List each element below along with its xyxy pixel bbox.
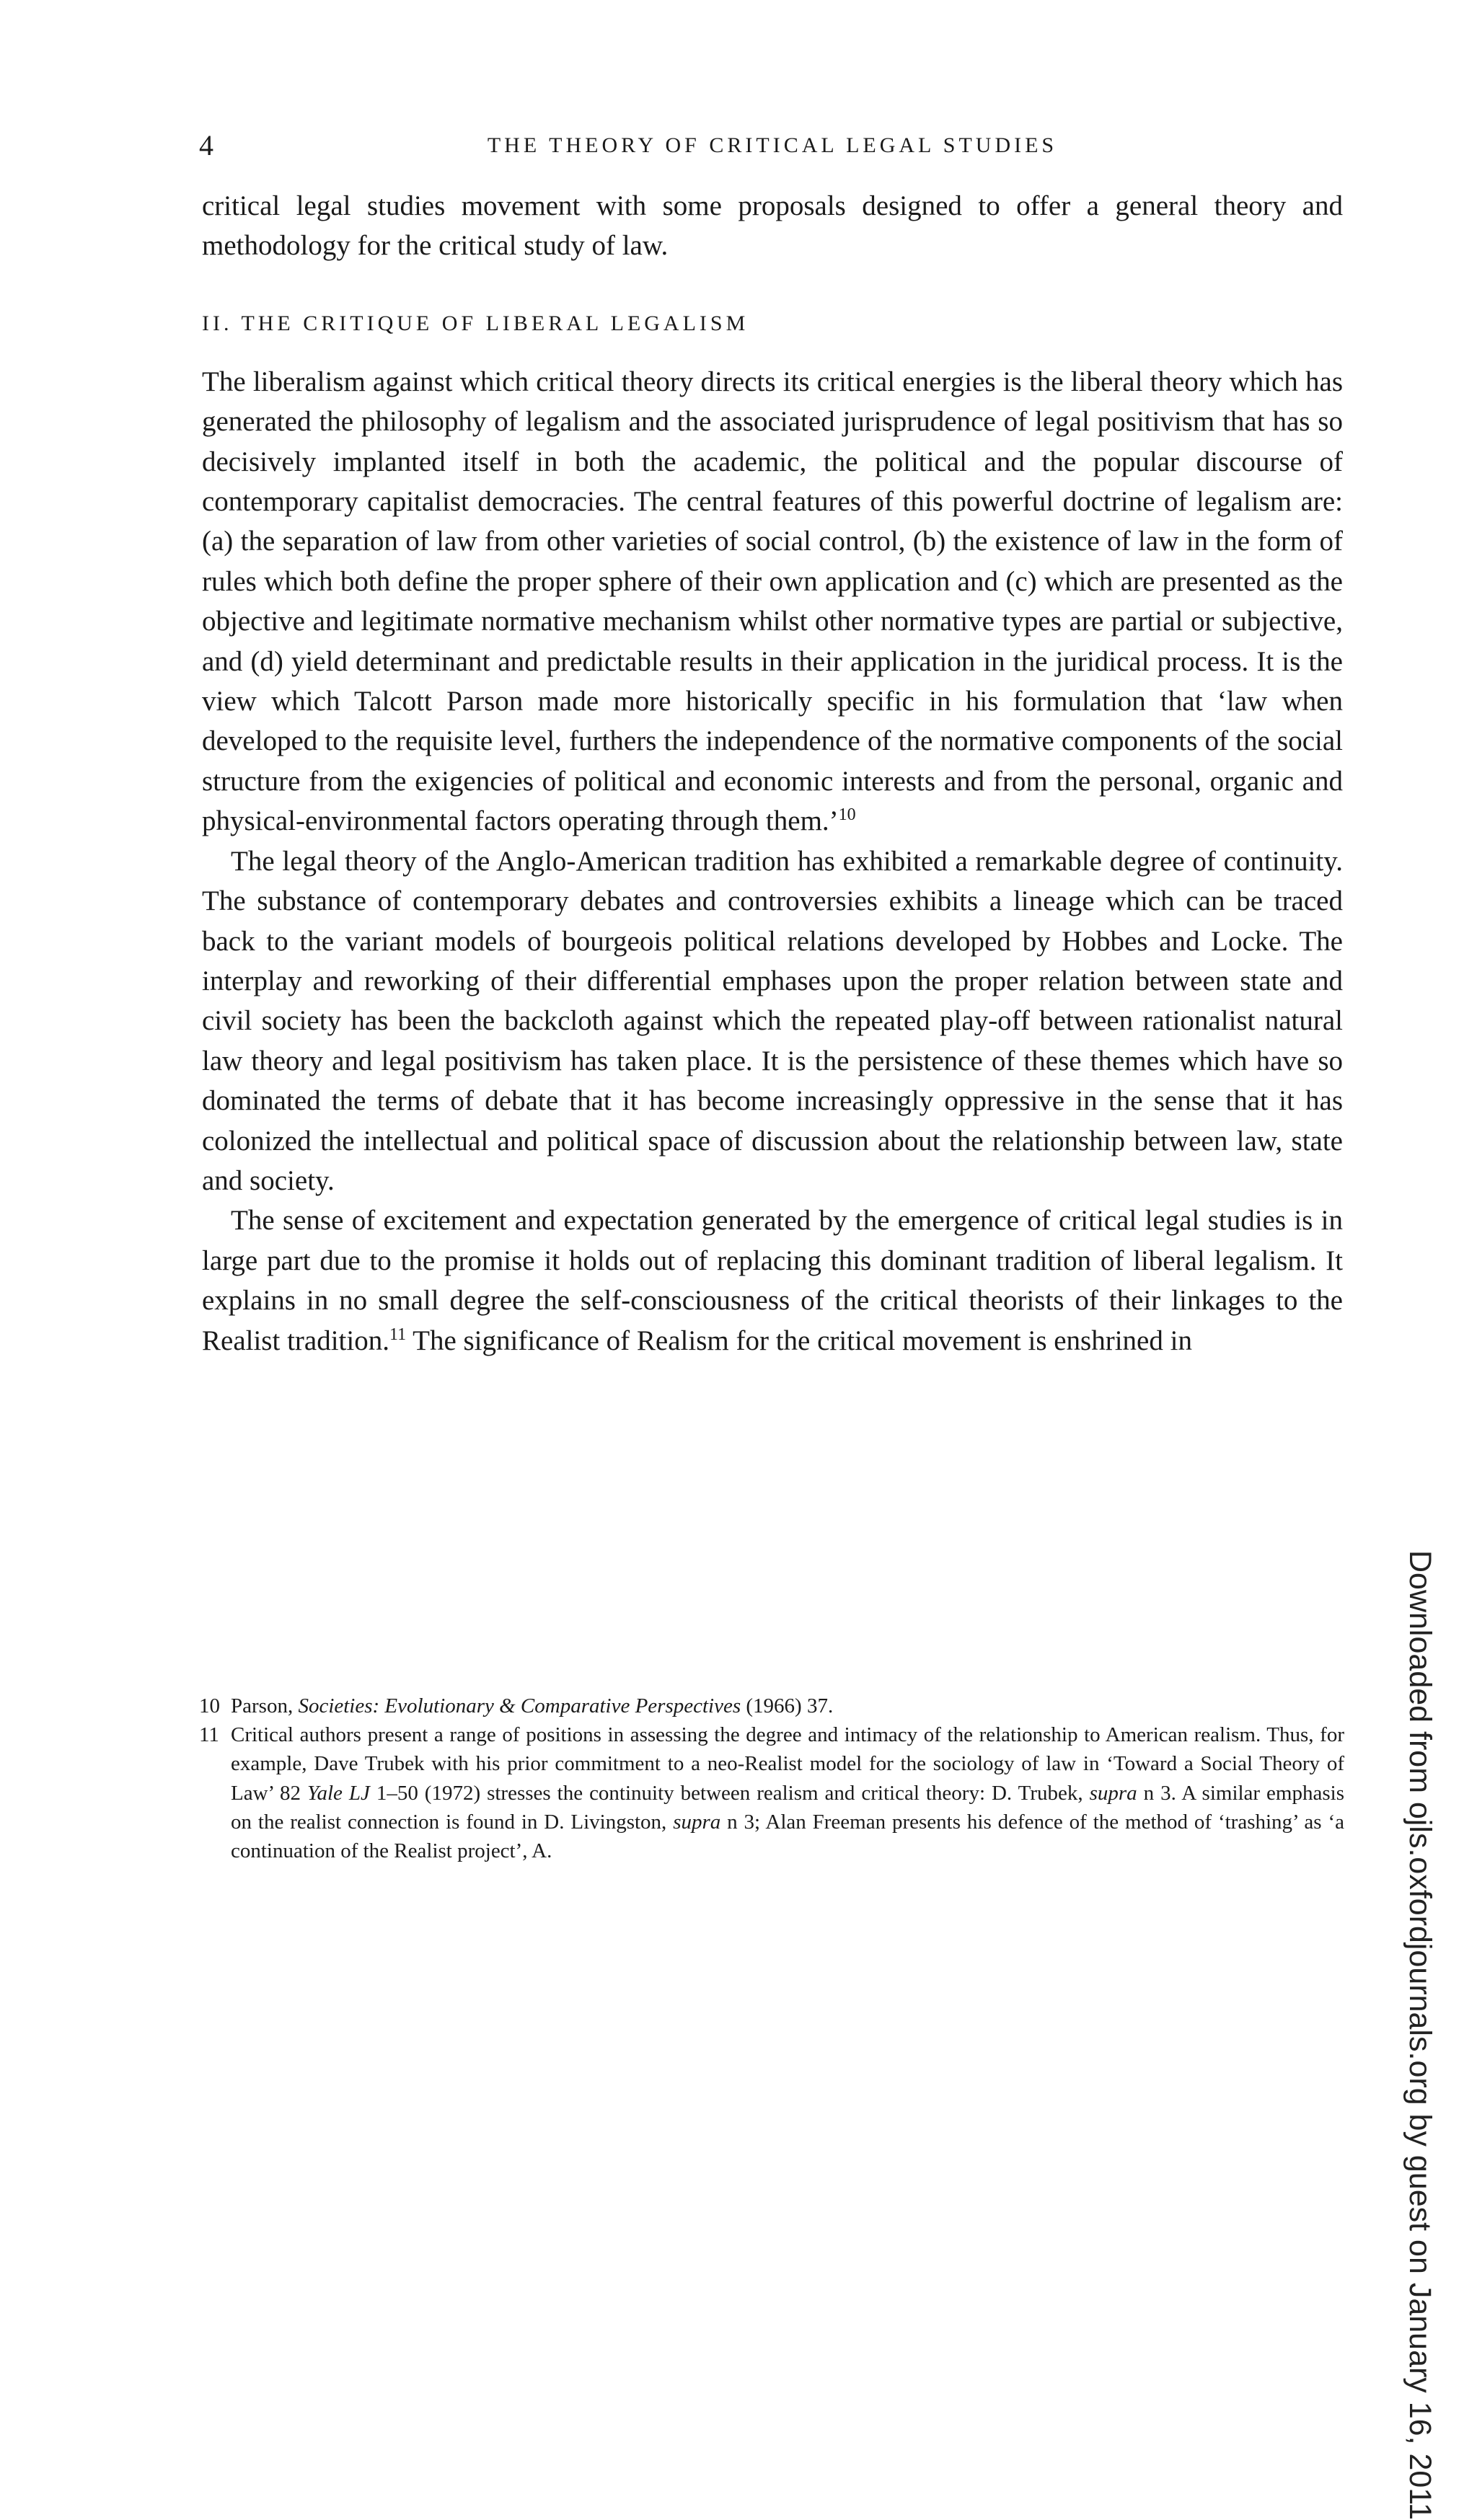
intro-paragraph: critical legal studies movement with some proposals designed to offer a general theory and methodology for the critical study of law. (202, 190, 1343, 262)
footnote-number: 10 (199, 1694, 220, 1717)
footnote-book-title: Societies: Evolutionary & Comparative Perspectives (298, 1694, 741, 1717)
paragraph-liberalism (202, 362, 1343, 841)
paragraph-excitement (202, 1201, 1343, 1361)
paragraph-excitement-text-a: The sense of excitement and expectation generated by the emergence of critical legal studies is in large part due to the promise it holds out of replacing this dominant tradition of liberal legalism. It explains in no small degree the self-consciousness of the critical theorists of their linkages to the Realist tradition. (202, 1205, 1343, 1356)
footnote-ref-10[interactable]: 10 (838, 805, 856, 825)
footnote-citation: (1966) 37. (741, 1694, 834, 1717)
paragraph-excitement-text-b: The significance of Realism for the critical movement is enshrined in (406, 1325, 1192, 1356)
section-heading: II. THE CRITIQUE OF LIBERAL LEGALISM (202, 311, 749, 335)
footnote-supra: supra (673, 1810, 721, 1834)
footnote-number: 11 (199, 1723, 219, 1747)
footnote-text: n 3; Alan Freeman presents his defence of the method of ‘trashing’ as ‘a continuation of the Realist project’, A. (231, 1810, 1345, 1863)
footnote-text: n 3. A similar emphasis on the realist connection is found in D. Livingston, (231, 1781, 1344, 1834)
footnote-supra: supra (1089, 1781, 1137, 1805)
download-watermark: Downloaded from ojls.oxfordjournals.org by guest on January 16, 2011 (1403, 1550, 1437, 2520)
footnote-11 (199, 1720, 1344, 1865)
footnote-text: Critical authors present a range of positions in assessing the degree and intimacy of the relationship to American realism. Thus, for example, Dave Trubek with his prior commitment to a neo-Realist model for the sociology of law in ‘Toward a Social Theory of Law’ 82 (231, 1723, 1344, 1805)
page-header (199, 124, 1346, 167)
running-title: THE THEORY OF CRITICAL LEGAL STUDIES (487, 133, 1058, 157)
footnote-ref-11[interactable]: 11 (389, 1325, 407, 1344)
footnotes (199, 1692, 1344, 1865)
paragraph-anglo-american: The legal theory of the Anglo-American tradition has exhibited a remarkable degree of continuity. The substance of contemporary debates and controversies exhibits a lineage which can be traced back to the variant models of bourgeois political relations developed by Hobbes and Locke. The interplay and reworking of their differential emphases upon the proper relation between state and civil society has been the backcloth against which the repeated play-off between rationalist natural law theory and legal positivism has taken place. It is the persistence of these themes which have so dominated the terms of debate that it has become increasingly oppressive in the sense that it has colonized the intellectual and political space of discussion about the relationship between law, state and society. (202, 845, 1343, 1196)
footnote-text: 1–50 (1972) stresses the continuity between realism and critical theory: D. Trubek, (369, 1781, 1090, 1805)
body-text (202, 186, 1343, 1361)
footnote-10 (199, 1692, 1344, 1720)
page-number: 4 (199, 129, 213, 162)
footnote-journal: Yale LJ (307, 1781, 370, 1805)
paragraph-liberalism-text: The liberalism against which critical theory directs its critical energies is the liberal theory which has generated the philosophy of legalism and the associated jurisprudence of legal positivism that has so decisively implanted itself in both the academic, the political and the popular discourse of contemporary capitalist democracies. The central features of this powerful doctrine of legalism are: (a) the separation of law from other varieties of social control, (b) the existence of law in the form of rules which both define the proper sphere of their own application and (c) which are presented as the objective and legitimate normative mechanism whilst other normative types are partial or subjective, and (d) yield determinant and predictable results in their application in the juridical process. It is the view which Talcott Parson made more historically specific in his formulation that ‘law when developed to the requisite level, furthers the independence of the normative components of the social structure from the exigencies of political and economic interests and from the personal, organic and physical-environmental factors operating through them.’ (202, 366, 1343, 837)
footnote-author: Parson, (231, 1694, 299, 1717)
